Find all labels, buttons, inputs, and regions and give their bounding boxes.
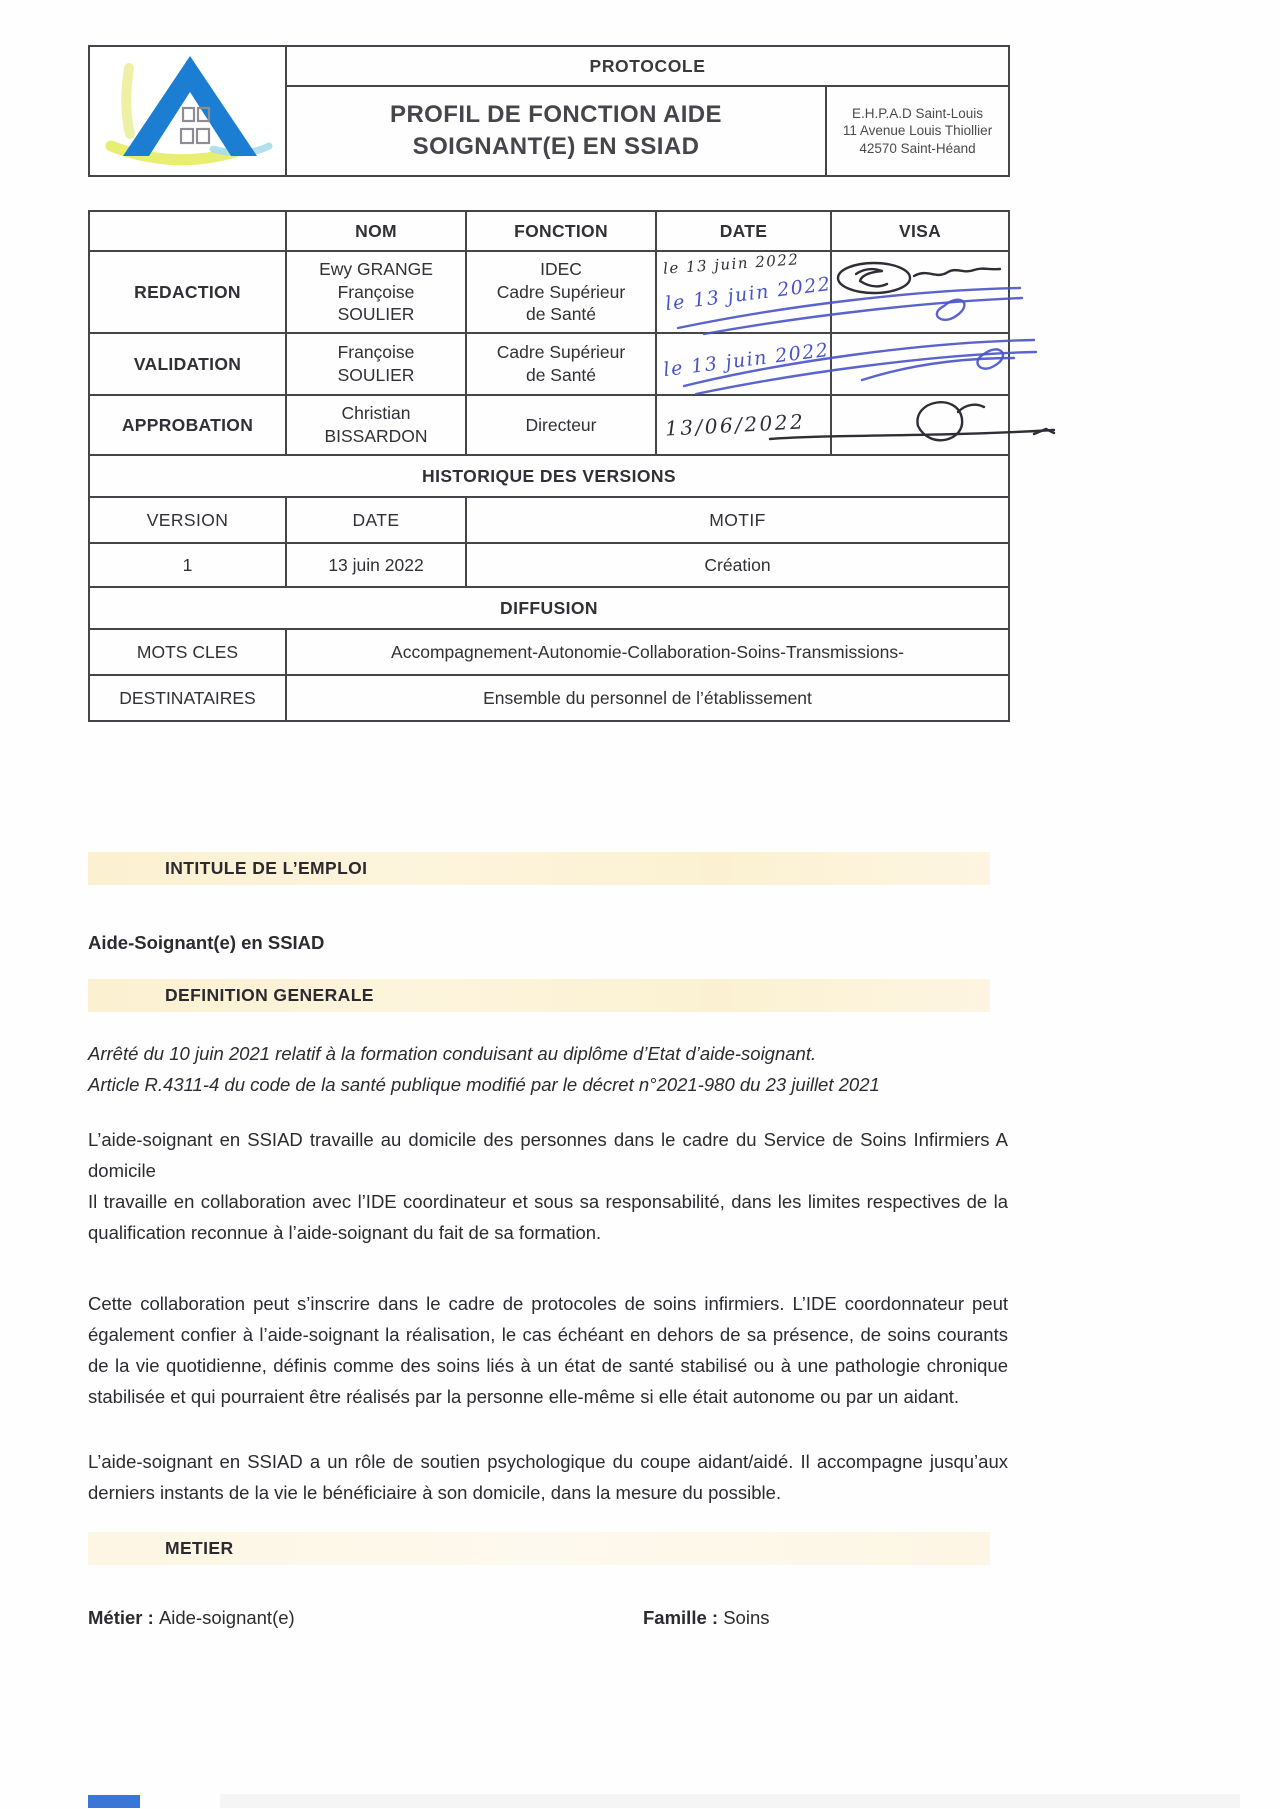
- validation-date-handwriting: le 13 juin 2022: [662, 338, 831, 382]
- validation-date-cell: [656, 333, 831, 395]
- column-header-fonction: FONCTION: [466, 211, 656, 251]
- document-title-line1: PROFIL DE FONCTION AIDE: [390, 100, 722, 128]
- definition-paragraph-1a: L’aide-soignant en SSIAD travaille au domicile des personnes dans le cadre du Service de Soins Infirmiers A domicile: [88, 1129, 1008, 1181]
- section-heading-intitule: INTITULE DE L’EMPLOI: [88, 852, 990, 885]
- versions-column-version: VERSION: [89, 497, 286, 543]
- row-label-validation: VALIDATION: [89, 333, 286, 395]
- approval-header-row: [89, 211, 1009, 251]
- redaction-nom: Ewy GRANGE Françoise SOULIER: [286, 251, 466, 333]
- redaction-fonction: IDEC Cadre Supérieur de Santé: [466, 251, 656, 333]
- mots-cles-value: Accompagnement-Autonomie-Collaboration-Soins-Transmissions-: [286, 629, 1009, 675]
- redaction-date-handwriting-black: le 13 juin 2022: [662, 250, 800, 278]
- approbation-date-cell: [656, 395, 831, 455]
- redaction-date-cell: [656, 251, 831, 333]
- legal-reference-block: [88, 1038, 1008, 1100]
- org-address-line2: 42570 Saint-Héand: [859, 140, 976, 156]
- legal-reference-line2: Article R.4311-4 du code de la santé publique modifié par le décret n°2021-980 du 23 juillet 2021: [88, 1074, 880, 1095]
- metier-item: [88, 1607, 643, 1629]
- validation-fonction: Cadre Supérieur de Santé: [466, 333, 656, 395]
- famille-label: Famille :: [643, 1607, 719, 1628]
- validation-nom: Françoise SOULIER: [286, 333, 466, 395]
- metier-label: Métier :: [88, 1607, 154, 1628]
- job-title: Aide-Soignant(e) en SSIAD: [88, 932, 325, 953]
- scan-artifact-band: [220, 1794, 1240, 1808]
- destinataires-value: Ensemble du personnel de l’établissement: [286, 675, 1009, 721]
- validation-visa-cell: [831, 333, 1009, 395]
- version-date: 13 juin 2022: [286, 543, 466, 587]
- table-row-approbation: [89, 395, 1009, 455]
- redaction-signature: [834, 256, 1024, 302]
- row-label-redaction: REDACTION: [89, 251, 286, 333]
- table-row-validation: [89, 333, 1009, 395]
- diffusion-section-row: [89, 587, 1009, 629]
- approbation-nom: Christian BISSARDON: [286, 395, 466, 455]
- ehpad-house-logo-icon: [95, 50, 280, 168]
- redaction-visa-cell: [831, 251, 1009, 333]
- versions-column-motif: MOTIF: [466, 497, 1009, 543]
- page-bottom-blue-bar: [88, 1795, 140, 1808]
- approval-table: [88, 210, 1010, 722]
- destinataires-row: [89, 675, 1009, 721]
- approbation-visa-cell: [831, 395, 1009, 455]
- definition-paragraph-3: L’aide-soignant en SSIAD a un rôle de soutien psychologique du coupe aidant/aidé. Il accompagne jusqu’aux derniers instants de la vie le bénéficiaire à son domicile, dans la mesure du possible.: [88, 1451, 1008, 1503]
- approbation-fonction: Directeur: [466, 395, 656, 455]
- destinataires-label: DESTINATAIRES: [89, 675, 286, 721]
- definition-paragraph-2: Cette collaboration peut s’inscrire dans le cadre de protocoles de soins infirmiers. L’IDE coordonnateur peut également confier à l’aide-soignant la réalisation, le cas échéant en dehors de sa présence, de soins courants de la vie quotidienne, définis comme des soins liés à un état de santé stabilisé ou à une pathologie chronique stabilisée et qui pourraient être réalisés par la personne elle-même si elle était autonome ou par un aidant.: [88, 1293, 1008, 1407]
- column-header-date: DATE: [656, 211, 831, 251]
- famille-item: [643, 1607, 769, 1629]
- row-label-approbation: APPROBATION: [89, 395, 286, 455]
- famille-value: Soins: [723, 1607, 770, 1628]
- redaction-date-handwriting-blue: le 13 juin 2022: [664, 272, 833, 316]
- metier-value: Aide-soignant(e): [158, 1607, 295, 1628]
- column-header-visa: VISA: [831, 211, 1009, 251]
- protocole-banner: PROTOCOLE: [286, 46, 1009, 86]
- diffusion-section-title: DIFFUSION: [89, 587, 1009, 629]
- document-header-table: [88, 45, 1010, 177]
- approbation-date-handwriting: 13/06/2022: [664, 409, 806, 441]
- versions-section-title: HISTORIQUE DES VERSIONS: [89, 455, 1009, 497]
- column-header-nom: NOM: [286, 211, 466, 251]
- org-address-line1: 11 Avenue Louis Thiollier: [842, 123, 993, 139]
- section-heading-metier: METIER: [88, 1532, 990, 1565]
- legal-reference-line1: Arrêté du 10 juin 2021 relatif à la formation conduisant au diplôme d’Etat d’aide-soignant.: [88, 1043, 817, 1064]
- org-logo-cell: [89, 46, 286, 176]
- mots-cles-label: MOTS CLES: [89, 629, 286, 675]
- definition-paragraph-1: [88, 1124, 1008, 1248]
- versions-column-date: DATE: [286, 497, 466, 543]
- document-title-line2: SOIGNANT(E) EN SSIAD: [412, 133, 700, 160]
- version-motif: Création: [466, 543, 1009, 587]
- version-number: 1: [89, 543, 286, 587]
- table-row-redaction: [89, 251, 1009, 333]
- document-title: [286, 86, 826, 176]
- versions-section-row: [89, 455, 1009, 497]
- definition-paragraph-1b: Il travaille en collaboration avec l’IDE coordinateur et sous sa responsabilité, dans les limites respectives de la qualification reconnue à l’aide-soignant du fait de sa formation.: [88, 1191, 1008, 1243]
- org-address-block: [826, 86, 1009, 176]
- approval-corner-cell: [89, 211, 286, 251]
- org-name: E.H.P.A.D Saint-Louis: [851, 105, 984, 121]
- section-heading-definition: DEFINITION GENERALE: [88, 979, 990, 1012]
- metier-famille-line: [88, 1607, 1008, 1629]
- versions-data-row: [89, 543, 1009, 587]
- versions-header-row: [89, 497, 1009, 543]
- mots-cles-row: [89, 629, 1009, 675]
